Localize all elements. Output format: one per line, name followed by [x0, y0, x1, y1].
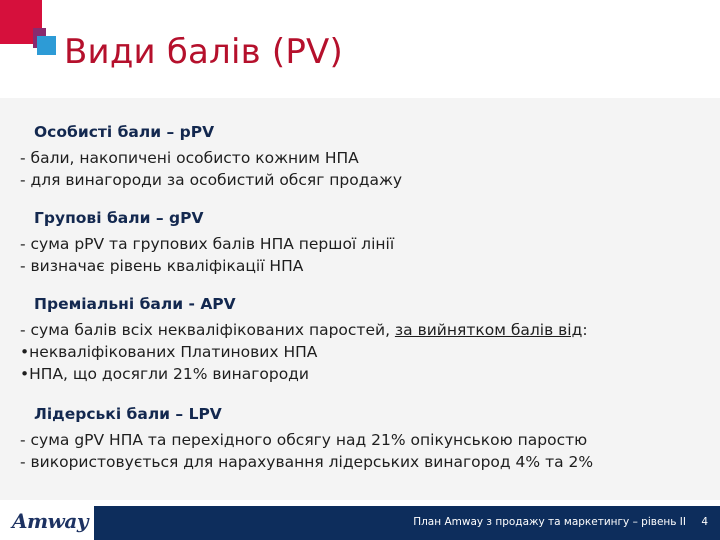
section-heading-gpv: Групові бали – gPV — [34, 209, 204, 227]
slide-title: Види балів (PV) — [64, 32, 343, 72]
section-heading-lpv: Лідерські бали – LPV — [34, 405, 222, 423]
page-number: 4 — [701, 516, 708, 528]
decor-blue-square — [37, 36, 56, 55]
footer-text: План Amway з продажу та маркетингу – рівень II — [413, 516, 686, 528]
lpv-line-2: - використовується для нарахування лідерських винагород 4% та 2% — [20, 453, 594, 471]
lpv-line-1: - сума gPV НПА та перехідного обсягу над 21% опікунською паростю — [20, 431, 588, 449]
apv-line-1 — [20, 320, 588, 340]
apv-line-1-prefix: - сума балів всіх некваліфікованих паростей, — [20, 321, 395, 339]
gpv-line-2: - визначає рівень кваліфікації НПА — [20, 257, 304, 275]
gpv-line-1: - сума pPV та групових балів НПА першої лінії — [20, 235, 395, 253]
apv-line-1-underlined: за вийнятком балів від — [394, 321, 583, 339]
section-heading-apv: Преміальні бали - APV — [34, 295, 236, 313]
ppv-line-1: - бали, накопичені особисто кожним НПА — [20, 149, 359, 167]
amway-logo: Amway — [12, 509, 88, 533]
ppv-line-2: - для винагороди за особистий обсяг продажу — [20, 171, 403, 189]
apv-line-1-suffix: : — [582, 321, 588, 339]
apv-bullet-1: •некваліфікованих Платинових НПА — [20, 343, 318, 361]
apv-bullet-2: •НПА, що досягли 21% винагороди — [20, 365, 309, 383]
section-heading-ppv: Особисті бали – pPV — [34, 123, 215, 141]
footer-bar — [94, 506, 720, 540]
slide-content — [0, 98, 720, 500]
